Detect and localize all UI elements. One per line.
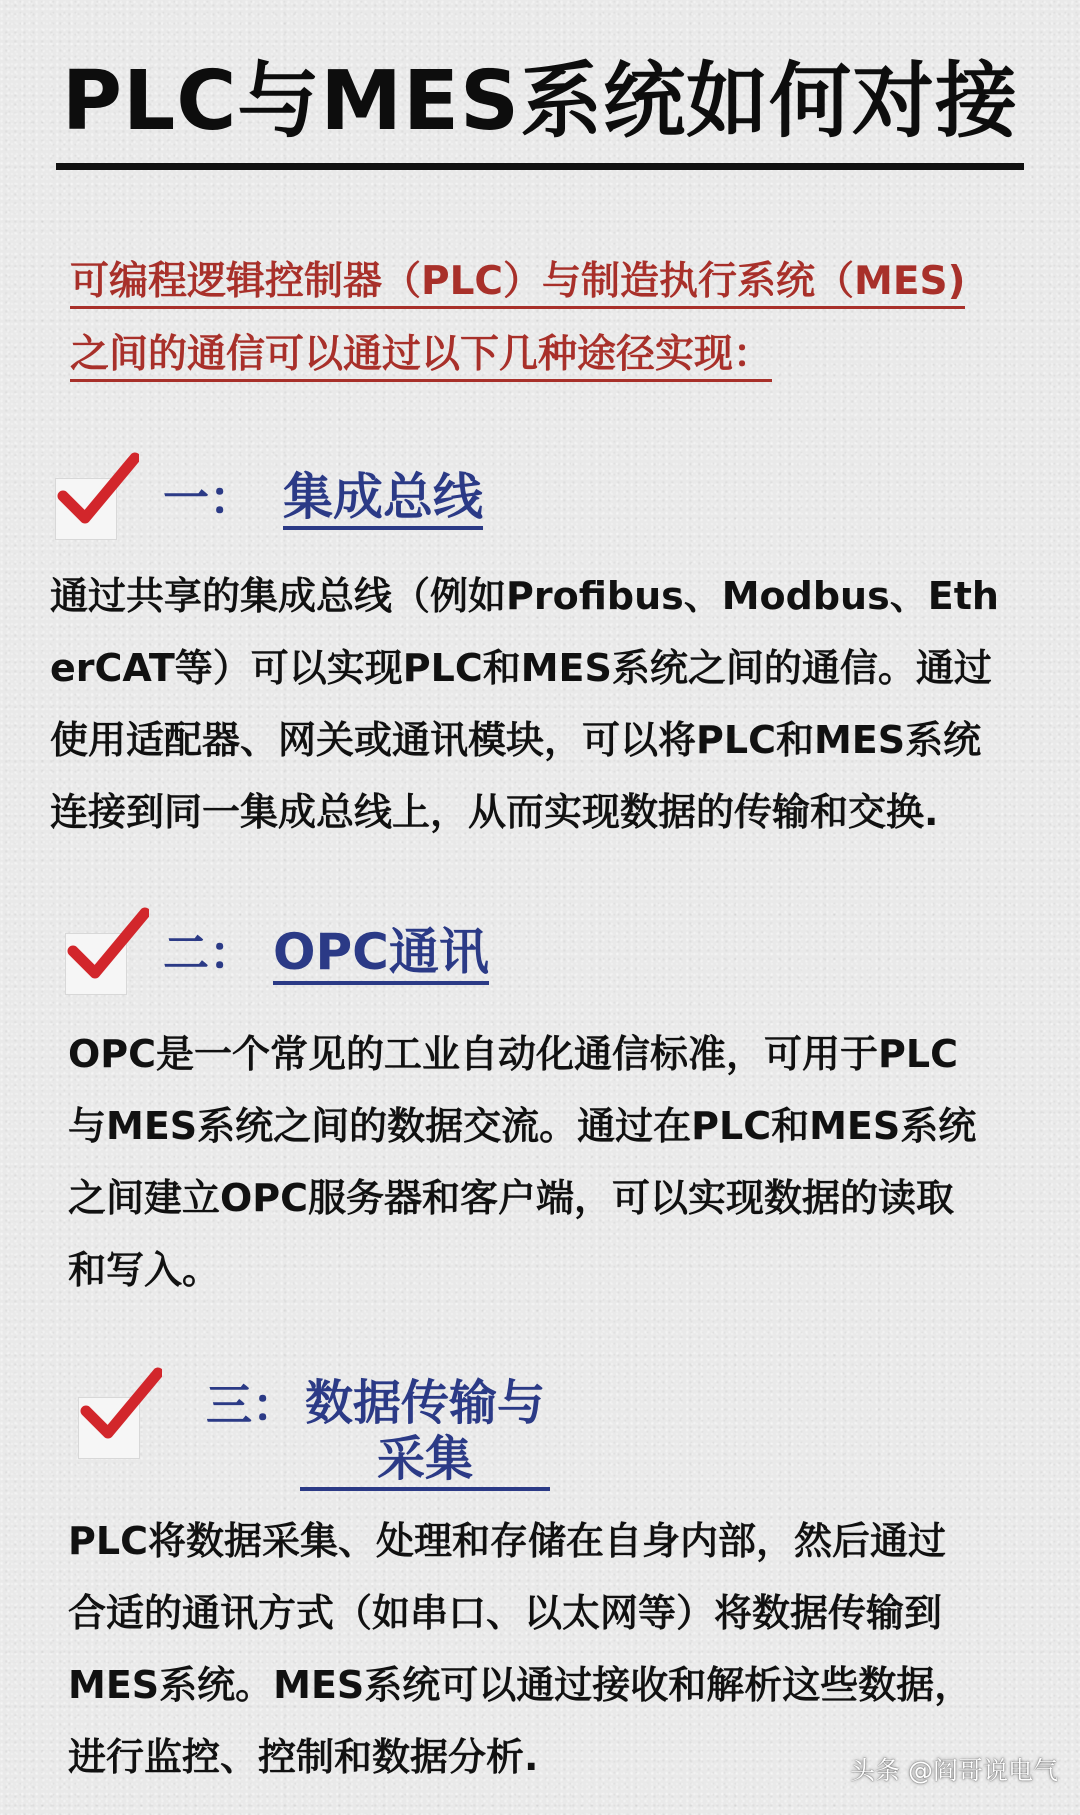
section-title: 集成总线 — [283, 468, 483, 530]
section-number: 一： — [163, 471, 255, 525]
section-title — [300, 1375, 550, 1491]
intro-text — [70, 258, 1030, 404]
page-title: PLC与MES系统如何对接 — [56, 55, 1024, 170]
body-line: 与MES系统之间的数据交流。通过在PLC和MES系统 — [68, 1104, 977, 1148]
body-line: PLC将数据采集、处理和存储在自身内部，然后通过 — [68, 1519, 946, 1563]
checkmark-icon — [67, 905, 149, 985]
body-line: 合适的通讯方式（如串口、以太网等）将数据传输到 — [68, 1591, 943, 1635]
body-line: 连接到同一集成总线上，从而实现数据的传输和交换. — [50, 790, 939, 834]
section-2-heading — [65, 915, 565, 1005]
checkmark-icon — [80, 1365, 162, 1445]
body-line: MES系统。MES系统可以通过接收和解析这些数据， — [68, 1663, 973, 1707]
body-line: 通过共享的集成总线（例如Profibus、Modbus、Eth — [50, 574, 999, 618]
body-line: erCAT等）可以实现PLC和MES系统之间的通信。通过 — [50, 646, 992, 690]
section-number: 三： — [206, 1378, 298, 1432]
section-1-heading — [55, 460, 555, 550]
section-2-body — [68, 1018, 976, 1306]
section-number: 二： — [163, 926, 255, 980]
section-1-body — [50, 560, 999, 848]
body-line: 之间建立OPC服务器和客户端，可以实现数据的读取 — [68, 1176, 955, 1220]
section-title: OPC通讯 — [273, 923, 489, 985]
intro-line: 之间的通信可以通过以下几种途径实现： — [70, 331, 772, 382]
body-line: 使用适配器、网关或通讯模块，可以将PLC和MES系统 — [50, 718, 982, 762]
body-line: 进行监控、控制和数据分析. — [68, 1735, 539, 1779]
section-3-heading — [78, 1375, 598, 1495]
body-line: 和写入。 — [68, 1248, 221, 1292]
checkmark-icon — [57, 450, 139, 530]
section-title-line: 采集 — [376, 1431, 473, 1487]
body-line: OPC是一个常见的工业自动化通信标准，可用于PLC — [68, 1032, 958, 1076]
section-title-line: 数据传输与 — [304, 1375, 545, 1431]
title-container — [0, 55, 1080, 170]
watermark: 头条 @阎哥说电气 — [850, 1756, 1058, 1785]
intro-line: 可编程逻辑控制器（PLC）与制造执行系统（MES) — [70, 258, 965, 309]
section-3-body — [68, 1505, 972, 1793]
